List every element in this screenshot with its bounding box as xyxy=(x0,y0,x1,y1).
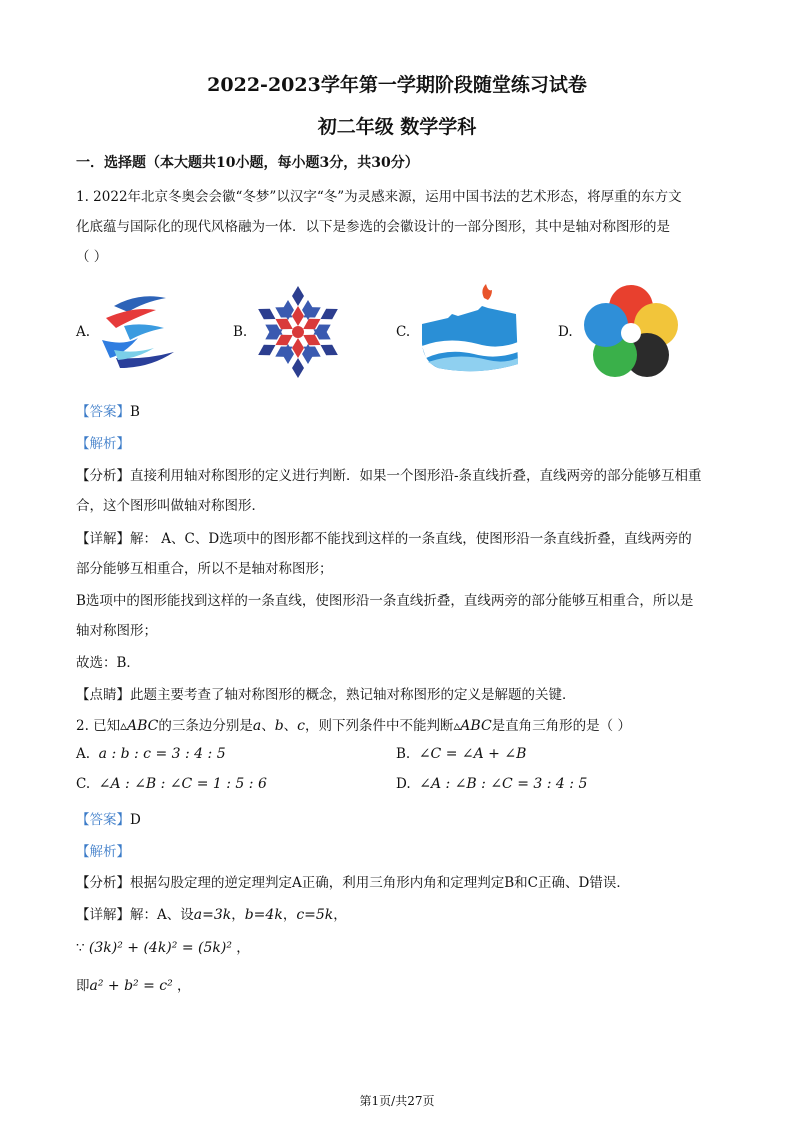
q1-fenxi-line1: 【分析】直接利用轴对称图形的定义进行判断．如果一个图形沿-条直线折叠，直线两旁的部分能够互相重 xyxy=(76,468,702,484)
q2-option-a: A. a : b : c = 3 : 4 : 5 xyxy=(76,746,226,762)
page-subtitle: 初二年级 数学学科 xyxy=(317,116,477,138)
q2-option-d: D. ∠A : ∠B : ∠C = 3 : 4 : 5 xyxy=(396,776,588,792)
q1-dianjing: 【点睛】此题主要考查了轴对称图形的概念，熟记轴对称图形的定义是解题的关键． xyxy=(76,687,576,703)
q1-xiangjie-line2: 部分能够互相重合，所以不是轴对称图形； xyxy=(76,561,333,577)
q1-stem-line3: （ ） xyxy=(76,249,108,265)
snowflake-pattern-icon xyxy=(250,284,346,380)
q1-option-d-label: D. xyxy=(558,324,573,340)
q2-option-b: B. ∠C = ∠A + ∠B xyxy=(396,746,527,762)
q1-answer: 【答案】B xyxy=(76,404,140,420)
q1-conclusion: 故选：B． xyxy=(76,655,140,671)
q2-xiangjie: 【详解】解：A、设a=3k，b=4k，c=5k， xyxy=(76,907,347,923)
five-petal-flower-icon xyxy=(582,284,680,380)
q1-option-c-label: C. xyxy=(396,324,411,340)
page-title: 2022-2023学年第一学期阶段随堂练习试卷 xyxy=(207,74,587,96)
q2-equation-1: ∵ (3k)² + (4k)² = (5k)² ， xyxy=(76,940,250,956)
great-wall-torch-icon xyxy=(418,284,522,376)
q1-analysis-tag: 【解析】 xyxy=(76,436,130,452)
q2-analysis-tag: 【解析】 xyxy=(76,844,130,860)
winter-olympics-emblem-icon xyxy=(94,288,182,374)
q1-stem-line2: 化底蕴与国际化的现代风格融为一体．以下是参选的会徽设计的一部分图形，其中是轴对称图形的是 xyxy=(76,219,670,235)
q1-xiangjie-line1: 【详解】解： A、C、D选项中的图形都不能找到这样的一条直线，使图形沿一条直线折叠，直线两旁的 xyxy=(76,531,692,547)
section-heading: 一．选择题（本大题共10小题，每小题3分，共30分） xyxy=(76,155,419,171)
q1-fenxi-line2: 合，这个图形叫做轴对称图形． xyxy=(76,498,265,514)
q2-fenxi: 【分析】根据勾股定理的逆定理判定A正确，利用三角形内角和定理判定B和C正确、D错误． xyxy=(76,875,630,891)
q2-option-c: C. ∠A : ∠B : ∠C = 1 : 5 : 6 xyxy=(76,776,267,792)
q1-option-a-label: A. xyxy=(76,324,91,340)
q1-option-b-label: B. xyxy=(233,324,248,340)
q1-xiangjie-line3: B选项中的图形能找到这样的一条直线，使图形沿一条直线折叠，直线两旁的部分能够互相重合，所以是 xyxy=(76,593,694,609)
q1-stem-line1: 1. 2022年北京冬奥会会徽“冬梦”以汉字“冬”为灵感来源，运用中国书法的艺术形态，将厚重的东方文 xyxy=(76,189,682,205)
q2-stem: 2. 已知▵ABC的三条边分别是a、b、c，则下列条件中不能判断▵ABC是直角三角形的是（ ） xyxy=(76,718,631,734)
q1-xiangjie-line4: 轴对称图形； xyxy=(76,623,157,639)
q2-answer: 【答案】D xyxy=(76,812,141,828)
q2-equation-2: 即a² + b² = c² ， xyxy=(76,978,191,994)
page-number: 第1页/共27页 xyxy=(359,1094,435,1108)
